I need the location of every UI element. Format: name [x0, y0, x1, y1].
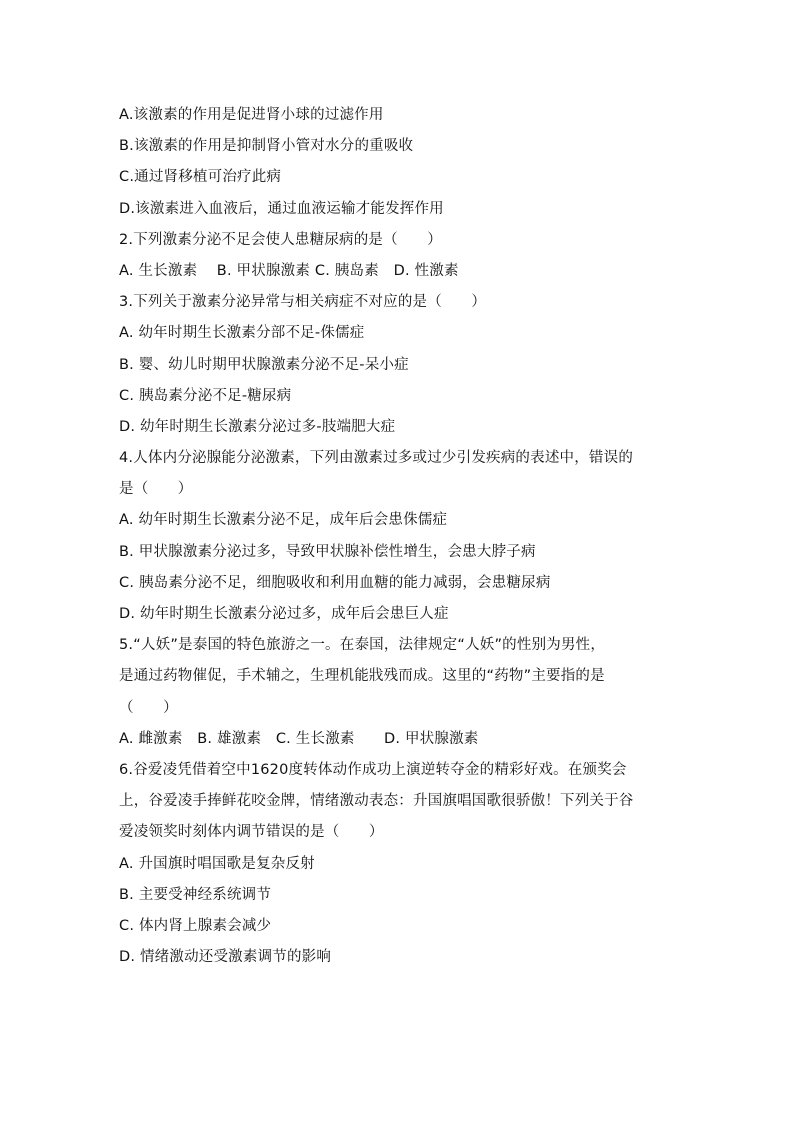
q5-stem-line3: （ ）	[119, 699, 178, 716]
q3-option-b: B. 婴、幼儿时期甲状腺激素分泌不足-呆小症	[119, 356, 409, 373]
q4-stem-line1: 4.人体内分泌腺能分泌激素，下列由激素过多或过少引发疾病的表述中，错误的	[119, 450, 634, 467]
q6-option-d: D. 情绪激动还受激素调节的影响	[119, 949, 332, 966]
q1-option-d: D.该激素进入血液后，通过血液运输才能发挥作用	[119, 200, 444, 217]
q4-option-c: C. 胰岛素分泌不足，细胞吸收和利用血糖的能力减弱，会患糖尿病	[119, 574, 551, 591]
q3-option-c: C. 胰岛素分泌不足-糖尿病	[119, 387, 292, 404]
q3-option-d: D. 幼年时期生长激素分泌过多-肢端肥大症	[119, 418, 396, 435]
q5-stem-line1: 5.“人妖”是泰国的特色旅游之一。在泰国，法律规定“人妖”的性别为男性，	[119, 637, 606, 654]
q5-options: A. 雌激素 B. 雄激素 C. 生长激素 D. 甲状腺激素	[119, 730, 479, 747]
q4-option-a: A. 幼年时期生长激素分泌不足，成年后会患侏儒症	[119, 512, 448, 529]
q6-stem-line3: 爱凌领奖时刻体内调节错误的是（ ）	[119, 824, 384, 841]
q3-stem: 3.下列关于激素分泌异常与相关病症不对应的是（ ）	[119, 294, 487, 311]
q6-option-a: A. 升国旗时唱国歌是复杂反射	[119, 855, 315, 872]
q4-option-b: B. 甲状腺激素分泌过多，导致甲状腺补偿性增生，会患大脖子病	[119, 543, 536, 560]
question-list	[119, 100, 679, 973]
q6-option-c: C. 体内肾上腺素会减少	[119, 917, 272, 934]
q5-stem-line2: 是通过药物催促，手术辅之，生理机能戕残而成。这里的“药物”主要指的是	[119, 668, 605, 685]
q6-option-b: B. 主要受神经系统调节	[119, 886, 272, 903]
q3-option-a: A. 幼年时期生长激素分部不足-侏儒症	[119, 325, 365, 342]
q4-stem-line2: 是（ ）	[119, 481, 193, 498]
q6-stem-line1: 6.谷爱凌凭借着空中1620度转体动作成功上演逆转夺金的精彩好戏。在颁奖会	[119, 761, 627, 778]
q6-stem-line2: 上，谷爱凌手捧鲜花咬金牌，情绪激动表态：升国旗唱国歌很骄傲！下列关于谷	[119, 793, 634, 810]
q4-option-d: D. 幼年时期生长激素分泌过多，成年后会患巨人症	[119, 606, 449, 622]
q1-option-b: B.该激素的作用是抑制肾小管对水分的重吸收	[119, 138, 414, 155]
q2-options: A. 生长激素 B. 甲状腺激素 C. 胰岛素 D. 性激素	[119, 262, 459, 279]
q2-stem: 2.下列激素分泌不足会使人患糖尿病的是（ ）	[119, 231, 442, 248]
q1-option-c: C.通过肾移植可治疗此病	[119, 169, 282, 186]
q1-option-a: A.该激素的作用是促进肾小球的过滤作用	[119, 107, 384, 123]
